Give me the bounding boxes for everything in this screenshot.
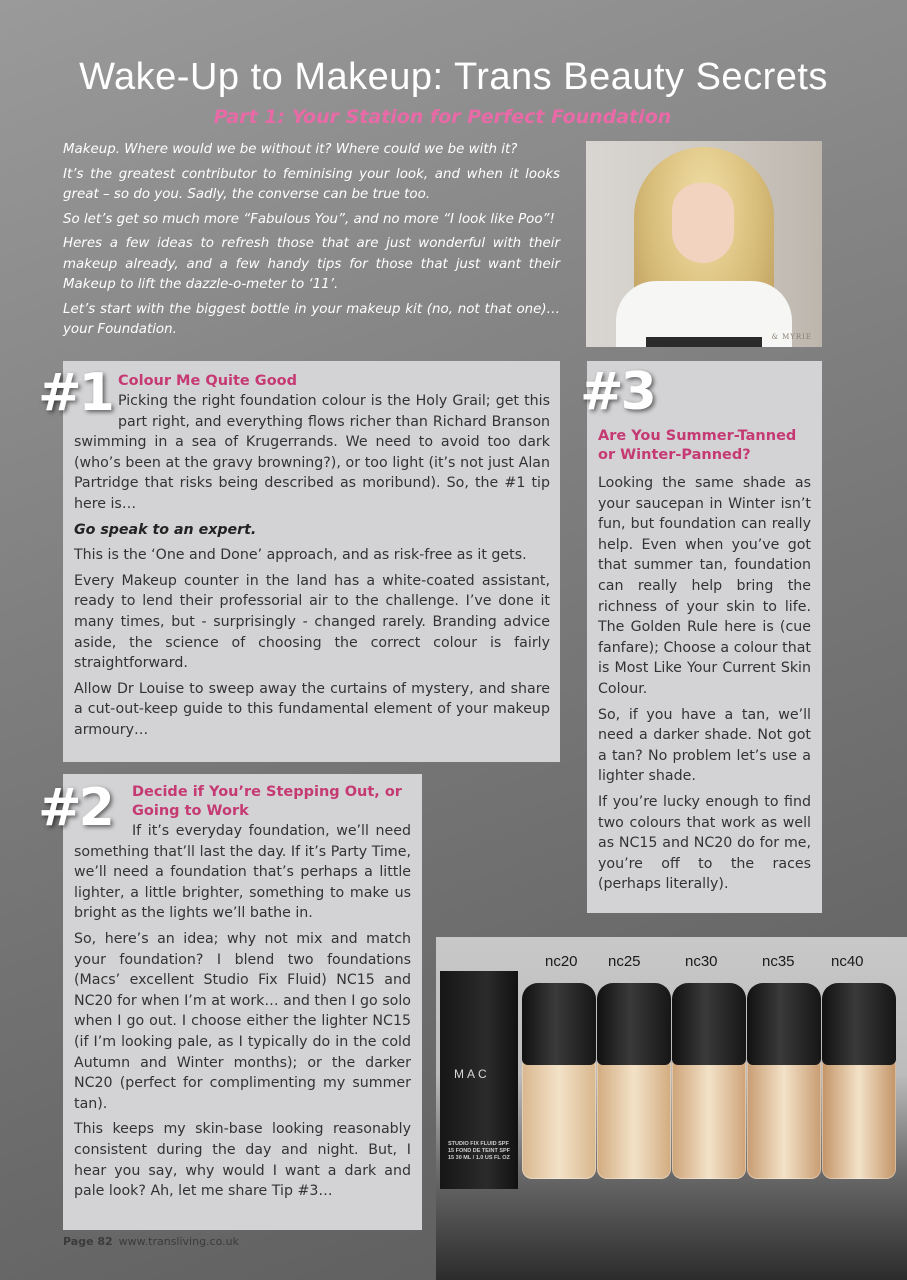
section-1-number: #1 bbox=[38, 363, 112, 423]
section-2-heading: Decide if You’re Stepping Out, or Going to Work bbox=[132, 784, 402, 819]
bottle-cap bbox=[597, 983, 671, 1065]
foundation-bottle bbox=[822, 983, 896, 1193]
shade-label: nc20 bbox=[545, 953, 578, 970]
mac-product-box bbox=[440, 971, 518, 1189]
intro-paragraph: So let’s get so much more “Fabulous You”, and no more “I look like Poo”! bbox=[63, 211, 555, 227]
intro-paragraph: Makeup. Where would we be without it? Where could we be with it? bbox=[63, 142, 518, 157]
bottle-cap bbox=[747, 983, 821, 1065]
foundation-bottles-photo bbox=[436, 937, 907, 1280]
shade-label: nc30 bbox=[685, 953, 718, 970]
section-2-paragraph: This keeps my skin-base looking reasonably consistent during the day and night. But, I hear you say, why would I want a dark and pale look? Ah, let me share Tip #3… bbox=[74, 1121, 411, 1200]
section-1-paragraph: Every Makeup counter in the land has a white-coated assistant, ready to lend their professorial air to the challenge. I’ve done it many times, but - surprisingly - changed rarely. Branding advice aside, the science of choosing the correct colour is fairly straightforward. bbox=[74, 572, 550, 672]
shade-label: nc40 bbox=[831, 953, 864, 970]
bottle-glass bbox=[747, 1059, 821, 1179]
section-3-paragraph: If you’re lucky enough to find two colours that work as well as NC15 and NC20 do for me, you’re off to the races (perhaps literally). bbox=[598, 793, 811, 893]
mac-logo: MAC bbox=[454, 1067, 490, 1081]
section-3-box bbox=[587, 361, 822, 913]
section-1-tip: Go speak to an expert. bbox=[74, 521, 257, 538]
section-1-box bbox=[63, 361, 560, 762]
section-1-paragraph: Picking the right foundation colour is the Holy Grail; get this part right, and everything flows richer than Richard Branson swimming in a sea of Krugerrands. We need to avoid too dark (who’s been at the gravy browning?), or too light (it’s not just Alan Partridge that risks being described as moribund). So, the #1 tip here is… bbox=[74, 393, 550, 512]
section-1-paragraph: This is the ‘One and Done’ approach, and as risk-free as it gets. bbox=[74, 547, 527, 564]
section-2-paragraph: If it’s everyday foundation, we’ll need something that’ll last the day. If it’s Party Time, we’ll need a foundation that’s perhaps a little lighter, a little brighter, something to make us bright as the lights we’ll bathe in. bbox=[74, 823, 411, 922]
photo-watermark: & MYRIE bbox=[771, 333, 812, 341]
shade-labels bbox=[436, 953, 907, 973]
page-title: Wake-Up to Makeup: Trans Beauty Secrets bbox=[79, 56, 828, 98]
mac-box-text: STUDIO FIX FLUID SPF 15 FOND DE TEINT SPF 15 30 ML / 1.0 US FL OZ bbox=[448, 1141, 511, 1161]
bottle-cap bbox=[672, 983, 746, 1065]
page-number: Page 82 bbox=[63, 1235, 113, 1248]
intro-paragraph: Heres a few ideas to refresh those that are just wonderful with their makeup already, and a few handy tips for those that just want their Makeup to lift the dazzle-o-meter to ‘11’. bbox=[63, 236, 560, 292]
bottle-glass bbox=[522, 1059, 596, 1179]
author-photo bbox=[586, 141, 822, 347]
section-3-paragraph: Looking the same shade as your saucepan in Winter isn’t fun, but foundation can really help. Even when you’ve got that summer tan, foundation can really help bring the richness of your skin to life. The Golden Rule here is (cue fanfare); Choose a colour that is Most Like Your Current Skin Colour. bbox=[598, 475, 811, 697]
foundation-bottle bbox=[747, 983, 821, 1193]
section-1-heading: Colour Me Quite Good bbox=[118, 373, 298, 389]
section-2-number: #2 bbox=[38, 778, 112, 838]
foundation-bottle bbox=[597, 983, 671, 1193]
bottle-glass bbox=[672, 1059, 746, 1179]
page-subtitle: Part 1: Your Station for Perfect Foundation bbox=[213, 106, 672, 128]
bottle-glass bbox=[822, 1059, 896, 1179]
foundation-bottle bbox=[522, 983, 596, 1193]
section-3-number: #3 bbox=[580, 362, 654, 422]
bottle-cap bbox=[522, 983, 596, 1065]
foundation-bottle bbox=[672, 983, 746, 1193]
photo-skirt bbox=[646, 337, 762, 347]
intro-paragraph: Let’s start with the biggest bottle in your makeup kit (no, not that one)… your Foundation. bbox=[63, 301, 560, 337]
bottle-cap bbox=[822, 983, 896, 1065]
website-link[interactable]: www.transliving.co.uk bbox=[118, 1235, 239, 1248]
section-3-paragraph: So, if you have a tan, we’ll need a darker shade. Not got a tan? No problem let’s use a lighter shade. bbox=[598, 706, 811, 785]
section-3-heading: Are You Summer-Tanned or Winter-Panned? bbox=[598, 428, 797, 463]
intro-paragraph: It’s the greatest contributor to feminising your look, and when it looks great – so do you. Sadly, the converse can be true too. bbox=[63, 166, 560, 202]
page-footer bbox=[63, 1235, 239, 1248]
shade-label: nc35 bbox=[762, 953, 795, 970]
shade-label: nc25 bbox=[608, 953, 641, 970]
photo-face bbox=[672, 183, 734, 263]
intro-text bbox=[63, 140, 560, 345]
section-1-paragraph: Allow Dr Louise to sweep away the curtains of mystery, and share a cut-out-keep guide to this fundamental element of your makeup armoury… bbox=[74, 680, 550, 738]
bottle-glass bbox=[597, 1059, 671, 1179]
section-2-box bbox=[63, 774, 422, 1230]
section-2-paragraph: So, here’s an idea; why not mix and match your foundation? I blend two foundations (Macs’ excellent Studio Fix Fluid) NC15 and NC20 for when I’m at work… and then I go solo when I go out. I choose either the lighter NC15 (if I’m looking pale, as I typically do in the cold Autumn and Winter months); or the darker NC20 (perfect for complimenting my summer tan). bbox=[74, 930, 411, 1112]
